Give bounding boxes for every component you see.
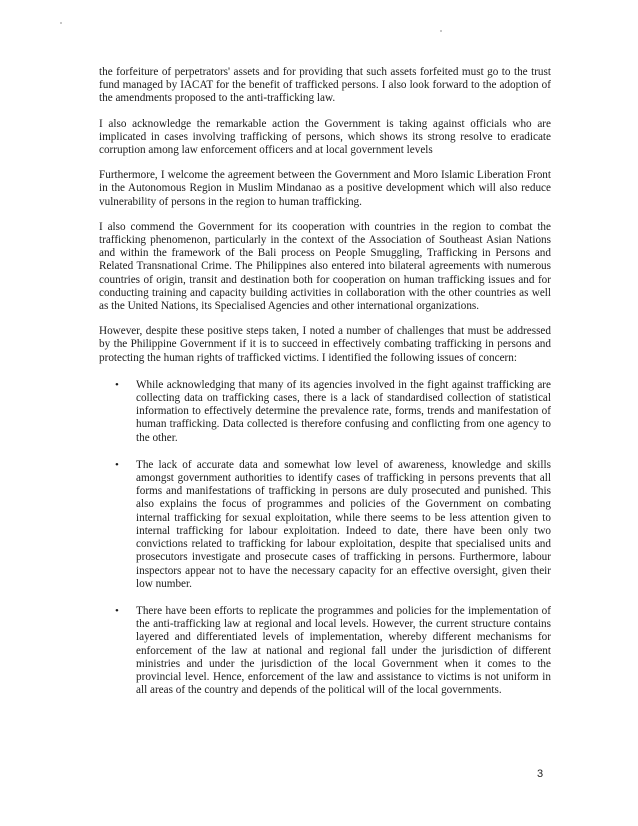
list-item-text: The lack of accurate data and somewhat low level of awareness, knowledge and skills amongst government authorities to identify cases of trafficking in persons prevents that all forms and manifestations of trafficking in persons are duly prosecuted and punished. This also explains the focus of programmes and policies of the Government on combating internal trafficking for sexual exploitation, while there seems to be less attention given to internal trafficking for labour exploitation. Indeed to date, there have been only two convictions related to trafficking for labour exploitation, despite that specialised units and prosecutors investigate and prosecute cases of trafficking in persons. Furthermore, labour inspectors appear not to have the necessary capacity for an effective oversight, given their low number. bbox=[136, 458, 551, 590]
bullet-icon: • bbox=[115, 604, 119, 617]
scan-speck bbox=[440, 30, 442, 32]
scan-speck bbox=[60, 22, 62, 24]
paragraph-1: the forfeiture of perpetrators' assets and for providing that such assets forfeited must go to the trust fund managed by IACAT for the benefit of trafficked persons. I also look forward to the adoption of the amendments proposed to the anti-trafficking law. bbox=[99, 66, 551, 105]
paragraph-2: I also acknowledge the remarkable action the Government is taking against officials who are implicated in cases involving trafficking of persons, which shows its strong resolve to eradicate corruption among law enforcement officers and at local government levels bbox=[99, 117, 551, 157]
list-item bbox=[99, 459, 551, 591]
paragraph-5: However, despite these positive steps taken, I noted a number of challenges that must be addressed by the Philippine Government if it is to succeed in effectively combating trafficking in persons and protecting the human rights of trafficked victims. I identified the following issues of concern: bbox=[99, 325, 551, 364]
list-item bbox=[99, 605, 551, 697]
paragraph-3: Furthermore, I welcome the agreement between the Government and Moro Islamic Liberation Front in the Autonomous Region in Muslim Mindanao as a positive development which will also reduce vulnerability of persons in the region to human trafficking. bbox=[99, 169, 551, 208]
list-item-text: While acknowledging that many of its agencies involved in the fight against trafficking are collecting data on trafficking cases, there is a lack of standardised collection of statistical information to effectively determine the prevalence rate, forms, trends and manifestation of human trafficking. Data collected is therefore confusing and conflicting from one agency to the other. bbox=[136, 378, 551, 444]
bullet-icon: • bbox=[115, 458, 119, 471]
list-item bbox=[99, 379, 551, 445]
bullet-icon: • bbox=[115, 378, 119, 391]
document-body bbox=[99, 66, 551, 711]
page-number: 3 bbox=[537, 768, 544, 780]
concerns-list bbox=[99, 379, 551, 697]
list-item-text: There have been efforts to replicate the programmes and policies for the implementation of the anti-trafficking law at regional and local levels. However, the current structure contains layered and differentiated levels of implementation, whereby different mechanisms for enforcement of the law at national and regional fall under the jurisdiction of different ministries and under the jurisdiction of the local Government when it comes to the provincial level. Hence, enforcement of the law and assistance to victims is not uniform in all areas of the country and depends of the political will of the local governments. bbox=[136, 604, 551, 697]
paragraph-4: I also commend the Government for its cooperation with countries in the region to combat the trafficking phenomenon, particularly in the context of the Association of Southeast Asian Nations and within the framework of the Bali process on People Smuggling, Trafficking in Persons and Related Transnational Crime. The Philippines also entered into bilateral agreements with numerous countries of origin, transit and destination both for cooperation on human trafficking issues and for conducting training and capacity building activities in collaboration with the other countries as well as the United Nations, its Specialised Agencies and other international organizations. bbox=[99, 220, 551, 313]
